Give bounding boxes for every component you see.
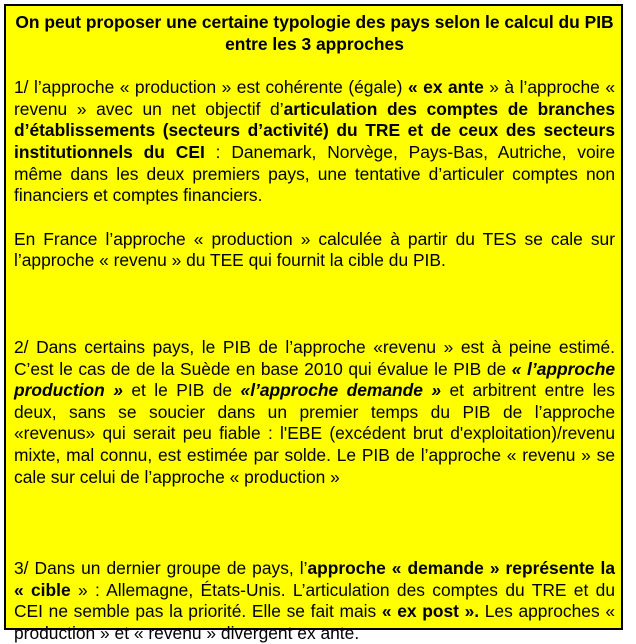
paragraph-france: En France l’approche « production » calculée à partir du TES se cale sur l’approche « revenu » du TEE qui fournit la cible du PIB. [14, 228, 615, 271]
text-run: 2/ Dans certains pays, le PIB de l’approche «revenu » est à peine estimé. C’est le cas de de la Suède en base 2010 qui évalue le PIB de [14, 336, 615, 379]
bold-ex-post: « ex post ». [381, 601, 480, 622]
text-run: 3/ Dans un dernier groupe de pays, l’ [14, 558, 308, 579]
paragraph-approach-1 [14, 77, 615, 207]
text-run: : Danemark, Norvège, Pays-Bas, Autriche, voire même dans les deux premiers pays, une tentative d’articuler comptes non financiers et comptes financiers. [14, 141, 615, 206]
box-title: On peut proposer une certaine typologie des pays selon le calcul du PIB entre les 3 approches [15, 12, 614, 54]
text-run: » : Allemagne, États-Unis. L’articulation des comptes du TRE et du CEI ne semble pas la priorité. Elle se fait mais [14, 579, 615, 622]
bold-italic-demande: «l’approche demande » [240, 380, 442, 401]
bold-ex-ante: « ex ante [407, 77, 484, 98]
text-box [4, 4, 623, 643]
text-run: 1/ l’approche « production » est cohérente (égale) [14, 77, 408, 98]
bold-italic-production: « l’approche production » [14, 358, 615, 401]
text-run: et le PIB de [122, 380, 241, 401]
text-run: Les approches « production » et « revenu » divergent ex ante. [14, 601, 615, 643]
text-run: » à l’approche « revenu » avec un net objectif d’ [14, 77, 616, 119]
text-run: et arbitrent entre les deux, sans se soucier dans un premier temps du PIB de l’approche «revenus» qui serait peu fiable : l'EBE (excédent brut d'exploitation)/revenu mixte, mal connu, est estimée par solde. Le PIB de l’approche « revenu » se cale sur celui de l’approche « production » [14, 380, 615, 487]
paragraph-approach-3 [14, 558, 615, 644]
bold-demande-cible: approche « demande » représente la « cible [14, 558, 615, 600]
bold-articulation: articulation des comptes de branches d’établissements (secteurs d’activité) du TRE et de ceux des secteurs institutionnels du CEI [14, 98, 615, 162]
paragraph-approach-2 [14, 337, 615, 488]
